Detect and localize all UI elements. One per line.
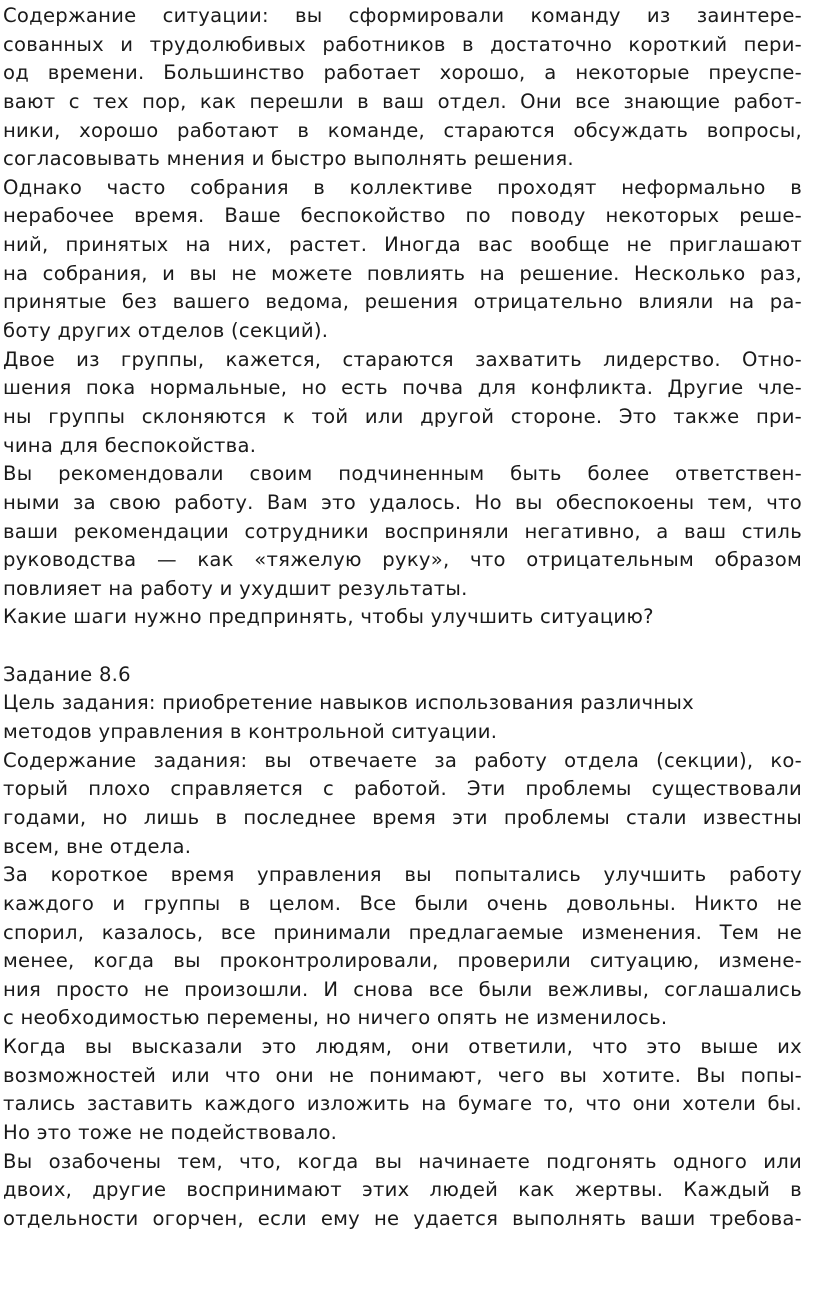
text-line: ния просто не произошли. И снова все были вежливы, соглашались <box>3 977 802 1001</box>
task-paragraph <box>3 747 802 862</box>
text-line: принятые без вашего ведома, решения отрицательно влияли на ра- <box>3 290 802 314</box>
situation-paragraph <box>3 2 802 174</box>
task-paragraph <box>3 861 802 1033</box>
text-line: возможностей или что они не понимают, чего вы хотите. Вы попы- <box>3 1063 802 1087</box>
text-line: методов управления в контрольной ситуации. <box>3 720 498 744</box>
text-line: всем, вне отдела. <box>3 834 192 858</box>
text-line: од времени. Большинство работает хорошо, а некоторые преуспе- <box>3 61 802 85</box>
text-line: двоих, другие воспринимают этих людей как жертвы. Каждый в <box>3 1178 802 1202</box>
task-goal <box>3 689 802 746</box>
text-line: Двое из группы, кажется, стараются захватить лидерство. Отно- <box>3 347 802 371</box>
text-line: ны группы склоняются к той или другой стороне. Это также при- <box>3 404 802 428</box>
text-line: повлияет на работу и ухудшит результаты. <box>3 576 468 600</box>
text-line: За короткое время управления вы попытались улучшить работу <box>3 863 802 887</box>
text-line: вают с тех пор, как перешли в ваш отдел. Они все знающие работ- <box>3 89 802 113</box>
text-line: чина для беспокойства. <box>3 433 257 457</box>
text-line: Вы рекомендовали своим подчиненным быть более ответствен- <box>3 462 802 486</box>
text-line: ваши рекомендации сотрудники восприняли негативно, а ваш стиль <box>3 519 802 543</box>
task-paragraph <box>3 1148 802 1234</box>
text-line: тались заставить каждого изложить на бумаге то, что они хотели бы. <box>3 1092 802 1116</box>
text-line: ными за свою работу. Вам это удалось. Но вы обеспокоены тем, что <box>3 490 802 514</box>
text-line: Содержание ситуации: вы сформировали команду из заинтере- <box>3 4 802 27</box>
text-line: Цель задания: приобретение навыков использования различных <box>3 691 694 715</box>
text-line: сованных и трудолюбивых работников в достаточно короткий пери- <box>3 32 802 56</box>
text-line: на собрания, и вы не можете повлиять на решение. Несколько раз, <box>3 261 802 285</box>
text-line: боту других отделов (секций). <box>3 319 329 343</box>
text-line: согласовывать мнения и быстро выполнять решения. <box>3 147 574 171</box>
text-line: менее, когда вы проконтролировали, проверили ситуацию, измене- <box>3 949 802 973</box>
text-line: Вы озабочены тем, что, когда вы начинаете подгонять одного или <box>3 1149 802 1173</box>
text-line: отдельности огорчен, если ему не удается выполнять ваши требова- <box>3 1206 802 1230</box>
situation-question <box>3 603 802 632</box>
situation-section <box>3 2 802 632</box>
task-section <box>3 661 802 1234</box>
blank-line <box>3 632 802 661</box>
situation-paragraph <box>3 460 802 603</box>
task-paragraph <box>3 1033 802 1148</box>
text-line: Но это тоже не подействовало. <box>3 1120 338 1144</box>
text-line: Однако часто собрания в коллективе проходят неформально в <box>3 175 802 199</box>
text-line: торый плохо справляется с работой. Эти проблемы существовали <box>3 777 802 801</box>
text-line: шения пока нормальные, но есть почва для конфликта. Другие чле- <box>3 376 802 400</box>
text-line: руководства — как «тяжелую руку», что отрицательным образом <box>3 548 802 572</box>
text-line: каждого и группы в целом. Все были очень довольны. Никто не <box>3 891 802 915</box>
text-line: Когда вы высказали это людям, они ответили, что это выше их <box>3 1035 802 1059</box>
text-line: спорил, казалось, все принимали предлагаемые изменения. Тем не <box>3 920 802 944</box>
task-title: Задание 8.6 <box>3 662 131 686</box>
text-line: ники, хорошо работают в команде, стараются обсуждать вопросы, <box>3 118 802 142</box>
text-line: ний, принятых на них, растет. Иногда вас вообще не приглашают <box>3 233 802 257</box>
situation-paragraph <box>3 346 802 461</box>
text-line: Какие шаги нужно предпринять, чтобы улучшить ситуацию? <box>3 605 654 629</box>
text-line: нерабочее время. Ваше беспокойство по поводу некоторых реше- <box>3 204 802 228</box>
situation-paragraph <box>3 174 802 346</box>
text-line: годами, но лишь в последнее время эти проблемы стали известны <box>3 805 802 829</box>
text-line: Содержание задания: вы отвечаете за работу отдела (секции), ко- <box>3 748 802 772</box>
text-line: с необходимостью перемены, но ничего опять не изменилось. <box>3 1006 668 1030</box>
